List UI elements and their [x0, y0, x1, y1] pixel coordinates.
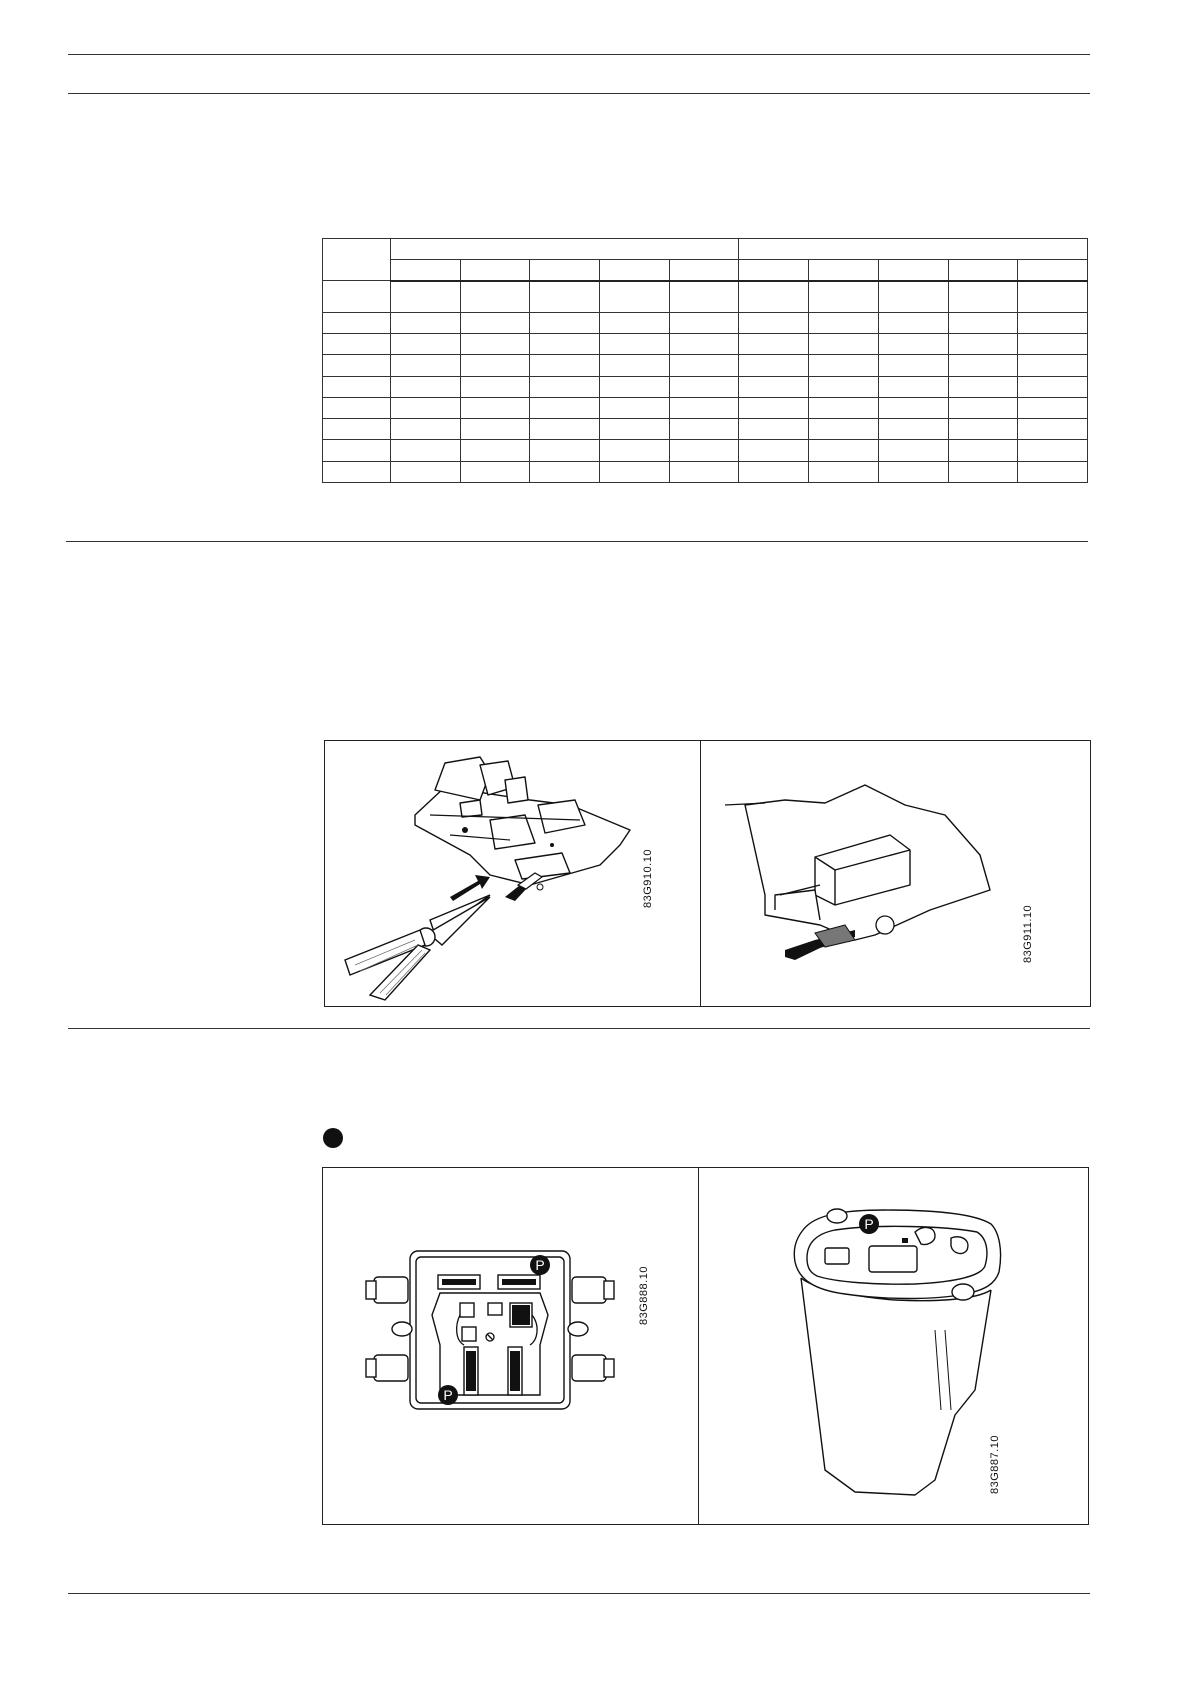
table-row	[323, 376, 1088, 397]
table-row	[323, 312, 1088, 333]
table-corner-cell	[323, 239, 391, 281]
section-rule-3	[68, 1028, 1090, 1029]
table-subheader-row	[323, 260, 1088, 281]
figure-box-2-divider	[698, 1167, 699, 1525]
table-row	[323, 281, 1088, 313]
terminal-box-illustration	[360, 1245, 620, 1415]
header-rule-bottom	[68, 93, 1090, 94]
figure-code-83g887: 83G887.10	[989, 1435, 1001, 1494]
table-row	[323, 334, 1088, 355]
tab-detail-illustration	[705, 745, 1025, 1000]
terminal-box-p-marker-bottom: P	[443, 1387, 453, 1403]
footer-rule	[68, 1593, 1090, 1594]
table-group-header-row	[323, 239, 1088, 260]
header-rule-top	[68, 54, 1090, 55]
warning-bullet-marker	[323, 1128, 343, 1148]
figure-code-83g888: 83G888.10	[638, 1266, 650, 1325]
section-rule-2	[66, 541, 1088, 542]
table-row	[323, 397, 1088, 418]
table-row	[323, 355, 1088, 376]
figure-box-1-divider	[700, 740, 701, 1007]
pliers-insertion-illustration	[330, 745, 690, 1000]
table-row	[323, 419, 1088, 440]
figure-code-83g911: 83G911.10	[1022, 904, 1034, 963]
table-group-header-2	[739, 239, 1088, 260]
figure-code-83g910: 83G910.10	[642, 849, 654, 908]
terminal-box-p-marker-top: P	[535, 1257, 545, 1273]
housing-cover-p-marker: P	[864, 1216, 874, 1232]
table-row	[323, 461, 1088, 482]
table-group-header-1	[391, 239, 739, 260]
table-row	[323, 440, 1088, 461]
data-table	[322, 238, 1088, 483]
